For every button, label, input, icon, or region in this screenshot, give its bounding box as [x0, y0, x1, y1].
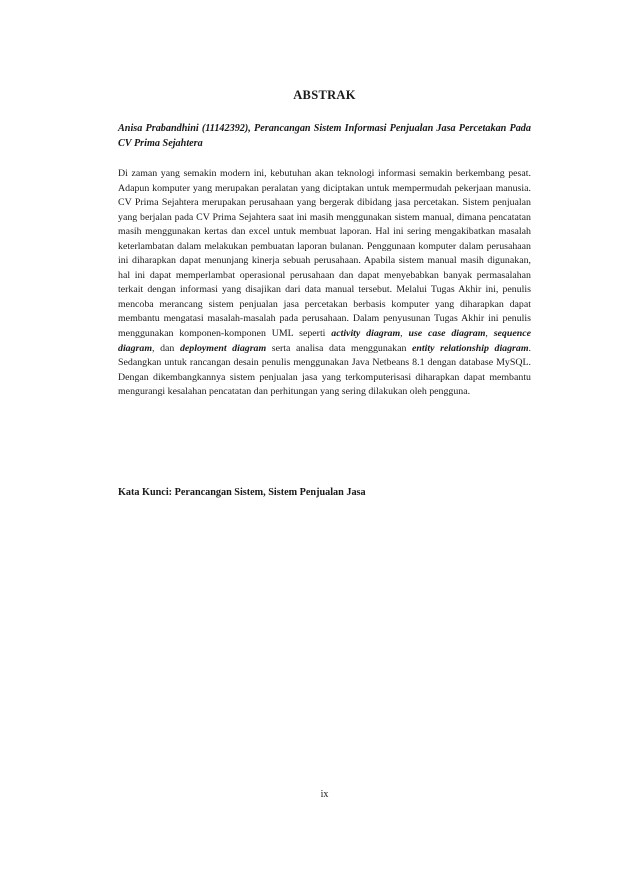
abstract-text-part-1: Di zaman yang semakin modern ini, kebutuhan akan teknologi informasi semakin berkembang pesat. Adapun komputer yang merupakan peralatan yang diciptakan untuk mempermudah pekerjaan manusia. CV Prima Sejahtera merupakan perusahaan yang bergerak dibidang jasa percetakan. Sistem penjualan yang berjalan pada CV Prima Sejahtera saat ini masih menggunakan sistem manual, dimana pencatatan masih menggunakan kertas dan excel untuk membuat laporan. Hal ini sering mengakibatkan masalah keterlambatan dalam melakukan pembuatan laporan bulanan. Penggunaan komputer dalam perusahaan ini diharapkan dapat menunjang kinerja sebuah perusahaan. Apabila sistem manual masih digunakan, hal ini dapat memperlambat operasional perusahaan dan dapat menyebabkan banyak permasalahan terkait dengan informasi yang disajikan dari data manual tersebut. Melalui Tugas Akhir ini, penulis mencoba merancang sistem penjualan jasa percetakan berbasis komputer yang diharapkan dapat membantu mengatasi masalah-masalah pada perusahaan. Dalam penyusunan Tugas Akhir ini penulis menggunakan komponen-komponen UML seperti: [118, 168, 531, 340]
abstract-paragraph: [118, 167, 531, 400]
term-use-case-diagram: use case diagram: [408, 328, 486, 340]
abstract-separator-3: , dan: [152, 342, 180, 354]
keywords-line: Kata Kunci: Perancangan Sistem, Sistem Penjualan Jasa: [118, 487, 366, 498]
abstract-text-part-2: serta analisa data menggunakan: [266, 342, 412, 354]
term-activity-diagram: activity diagram: [331, 328, 401, 340]
abstract-text-part-3: . Sedangkan untuk rancangan desain penulis menggunakan Java Netbeans 8.1 dengan database MySQL. Dengan dikembangkannya sistem penjualan jasa yang terkomputerisasi diharapkan dapat membantu mengurangi kesalahan pencatatan dan perhitungan yang sering dilakukan oleh pengguna.: [118, 342, 531, 398]
abstract-separator-2: ,: [485, 328, 494, 340]
page-number: ix: [320, 789, 329, 800]
term-entity-relationship-diagram: entity relationship diagram: [412, 342, 529, 354]
page-title: ABSTRAK: [293, 88, 356, 102]
term-deployment-diagram: deployment diagram: [179, 342, 267, 354]
author-title-line: Anisa Prabandhini (11142392), Perancangan Sistem Informasi Penjualan Jasa Percetakan Pada CV Prima Sejahtera: [118, 123, 531, 149]
term-sequence-diagram: sequence diagram: [118, 328, 531, 354]
abstract-separator-1: ,: [400, 328, 409, 340]
